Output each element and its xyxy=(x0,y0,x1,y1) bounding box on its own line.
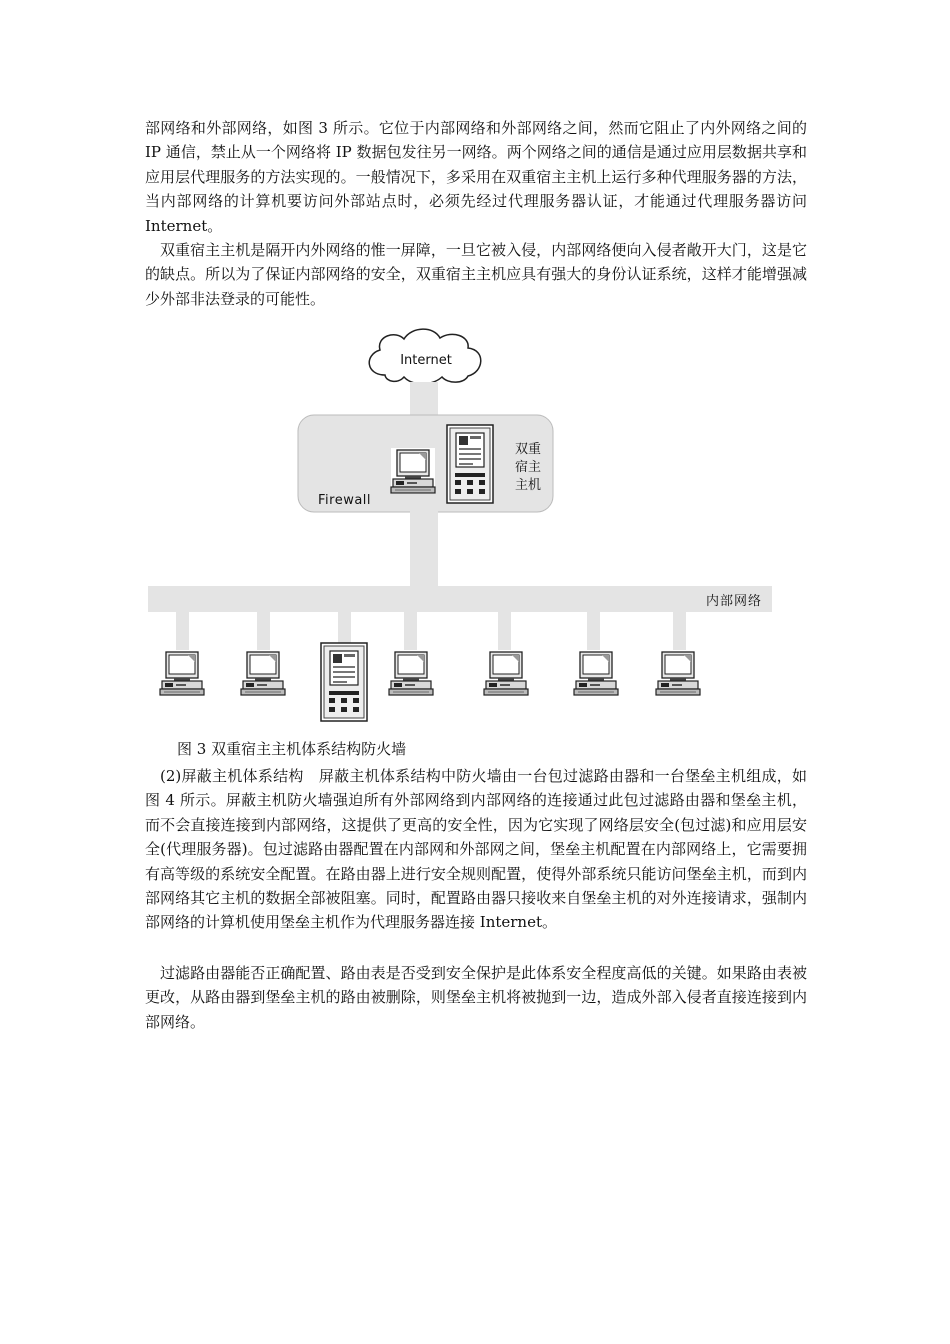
internal-pc-2-icon xyxy=(241,650,285,696)
paragraph-intro: 部网络和外部网络，如图 3 所示。它位于内部网络和外部网络之间，然而它阻止了内外网络之间的 IP 通信，禁止从一个网络将 IP 数据包发往另一网络。两个网络之间的通信是通过应用层数据共享和应用层代理服务的方法实现的。一般情况下，多采用在双重宿主主机上运行多种代理服务器的方法，当内部网络的计算机要访问外部站点时，必须先经过代理服务器认证，才能通过代理服务器访问 Internet。 xyxy=(145,119,807,235)
dual-homed-host-server-icon xyxy=(447,425,493,503)
internal-network-label: 内部网络 xyxy=(706,594,763,609)
figure-caption: 图 3 双重宿主主机体系结构防火墙 xyxy=(177,740,407,758)
internet-label: Internet xyxy=(400,353,452,368)
host-label-line-3: 主机 xyxy=(514,478,542,493)
host-label-line-2: 宿主 xyxy=(514,460,542,475)
dual-homed-host-diagram xyxy=(0,320,950,730)
firewall-label: Firewall xyxy=(318,493,372,508)
paragraph-screened-host: (2)屏蔽主机体系结构 屏蔽主机体系结构中防火墙由一台包过滤路由器和一台堡垒主机组成，如图 4 所示。屏蔽主机防火墙强迫所有外部网络到内部网络的连接通过此包过滤路由器和堡垒主机，而不会直接连接到内部网络，这提供了更高的安全性，因为它实现了网络层安全(包过滤)和应用层安全(代理服务器)。包过滤路由器配置在内部网和外部网之间，堡垒主机配置在内部网络上，它需要拥有高等级的系统安全配置。在路由器上进行安全规则配置，使得外部系统只能访问堡垒主机，而到内部网络其它主机的数据全部被阻塞。同时，配置路由器只接收来自堡垒主机的对外连接请求，强制内部网络的计算机使用堡垒主机作为代理服务器连接 Internet。 xyxy=(145,767,807,932)
uplink-connector xyxy=(410,382,438,418)
firewall-workstation-icon xyxy=(391,448,435,494)
paragraph-router-config: 过滤路由器能否正确配置、路由表是否受到安全保护是此体系安全程度高低的关键。如果路由表被更改，从路由器到堡垒主机的路由被删除，则堡垒主机将被抛到一边，造成外部入侵者直接连接到内部网络。 xyxy=(145,964,807,1031)
bus-drops xyxy=(176,611,686,651)
internal-pc-6-icon xyxy=(656,650,700,696)
internal-server-icon xyxy=(321,643,367,721)
internal-pc-5-icon xyxy=(574,650,618,696)
internal-pc-4-icon xyxy=(484,650,528,696)
downlink-connector xyxy=(410,511,438,587)
internal-pc-3-icon xyxy=(389,650,433,696)
internal-pc-1-icon xyxy=(160,650,204,696)
paragraph-dual-homed-drawback: 双重宿主主机是隔开内外网络的惟一屏障，一旦它被入侵，内部网络便向入侵者敞开大门，这是它的缺点。所以为了保证内部网络的安全，双重宿主主机应具有强大的身份认证系统，这样才能增强减少外部非法登录的可能性。 xyxy=(145,241,807,308)
internal-network-bus xyxy=(148,586,772,612)
host-label-line-1: 双重 xyxy=(514,442,542,457)
